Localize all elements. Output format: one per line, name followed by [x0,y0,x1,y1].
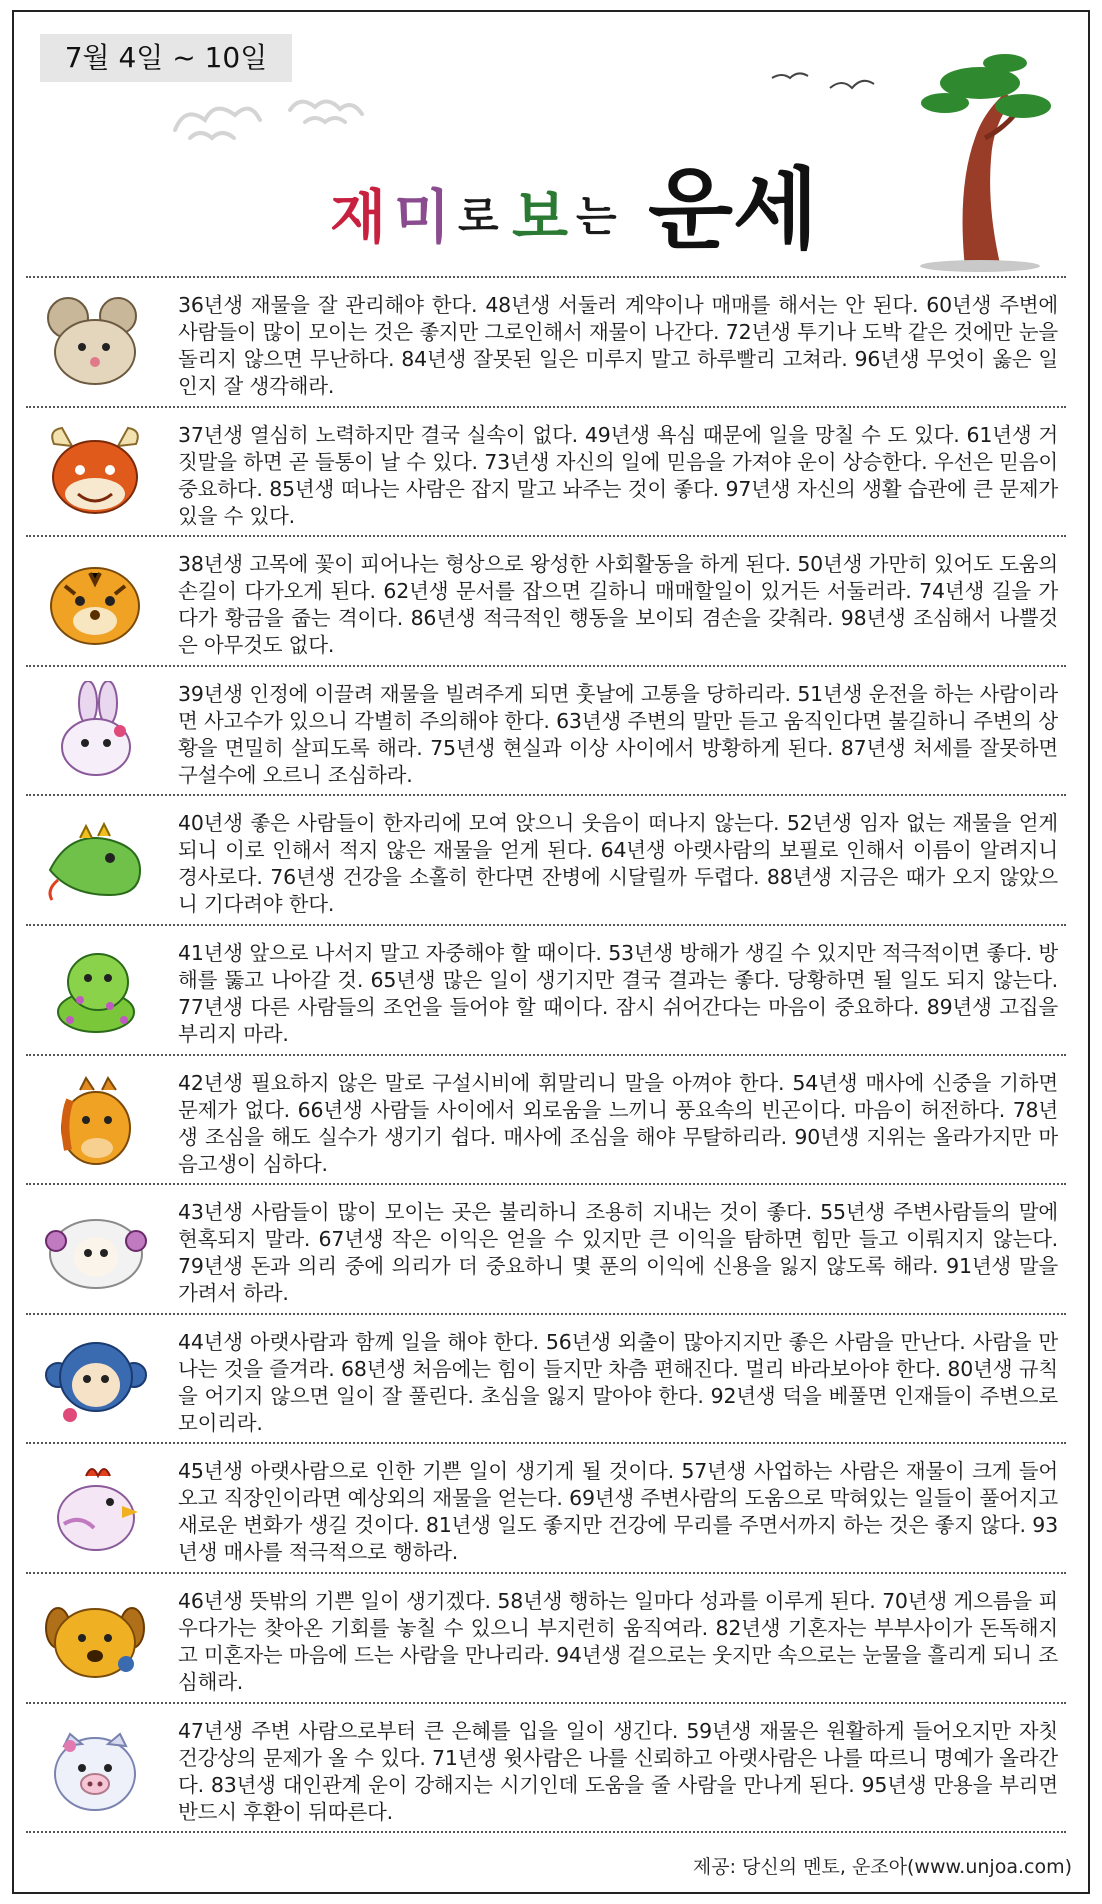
title-char-3: 로 [458,192,499,241]
ox-icon [40,422,150,522]
zodiac-row-dragon [26,794,1066,924]
snake-icon [40,940,150,1040]
horse-icon [40,1070,150,1170]
credit-line: 제공: 당신의 멘토, 운조아(www.unjoa.com) [692,1856,1072,1878]
fortune-text: 38년생 고목에 꽃이 피어나는 형상으로 왕성한 사회활동을 하게 된다. 50년생 가만히 있어도 도움의 손길이 다가오게 된다. 62년생 문서를 잡으면 길하니 매매할일이 있거든 서둘러라. 74년생 길을 가다가 황금을 줍는 격이다. 86년생 적극적인 행동을 보이되 겸손을 갖춰라. 98년생 조심해서 나쁠것은 아무것도 없다. [178,552,1058,658]
zodiac-row-pig [26,1702,1066,1832]
list-divider [26,1831,1066,1833]
pig-icon [40,1718,150,1818]
page-title [330,140,850,290]
rat-icon [40,292,150,392]
pine-tree-icon [905,48,1055,273]
fortune-text: 47년생 주변 사람으로부터 큰 은혜를 입을 일이 생긴다. 59년생 재물은 원활하게 들어오지만 자칫 건강상의 문제가 올 수 있다. 71년생 윗사람은 나를 신뢰하고 아랫사람은 나를 따르니 명예가 올라간다. 83년생 대인관계 운이 강해지는 시기인데 도움을 줄 사람을 만나게 된다. 95년생 만용을 부리면 반드시 후환이 뒤따른다. [178,1718,1058,1824]
title-fortune: 운세 [648,158,819,261]
tiger-icon [40,551,150,651]
fortune-text: 36년생 재물을 잘 관리해야 한다. 48년생 서둘러 계약이나 매매를 해서는 안 된다. 60년생 주변에 사람들이 많이 모이는 것은 좋지만 그로인해서 재물이 나간다. 72년생 투기나 도박 같은 것에만 눈을 돌리지 않으면 무난하다. 84년생 잘못된 일은 미루지 말고 하루빨리 고쳐라. 96년생 무엇이 옳은 일인지 잘 생각해라. [178,293,1058,398]
zodiac-list [26,276,1066,1833]
rabbit-icon [40,681,150,781]
date-range: 7월 4일 ~ 10일 [40,34,292,82]
fortune-text: 46년생 뜻밖의 기쁜 일이 생기겠다. 58년생 행하는 일마다 성과를 이루게 된다. 70년생 게으름을 피우다가는 찾아온 기회를 놓칠 수 있으니 부지런히 움직여라. 82년생 기혼자는 부부사이가 돈독해지고 미혼자는 마음에 드는 사람을 만나리라. 94년생 겉으로는 웃지만 속으로는 눈물을 흘리게 되니 조심해라. [178,1588,1058,1694]
zodiac-row-dog [26,1572,1066,1702]
fortune-text: 44년생 아랫사람과 함께 일을 해야 한다. 56년생 외출이 많아지지만 좋은 사람을 만난다. 사람을 만나는 것을 즐겨라. 68년생 처음에는 힘이 들지만 차츰 편해진다. 멀리 바라보아야 한다. 80년생 규칙을 어기지 않으면 일이 잘 풀린다. 초심을 잃지 말아야 한다. 92년생 덕을 베풀면 인재들이 주변으로 모이리라. [178,1329,1058,1435]
fortune-text: 45년생 아랫사람으로 인한 기쁜 일이 생기게 될 것이다. 57년생 사업하는 사람은 재물이 크게 들어오고 직장인이라면 예상외의 재물을 얻는다. 69년생 주변사람의 도움으로 막혀있는 일들이 풀어지고 새로운 변화가 생길 것이다. 81년생 일도 좋지만 건강에 무리를 주면서까지 하는 것은 좋지 않다. 93년생 매사를 적극적으로 행하라. [178,1459,1058,1565]
fortune-text: 39년생 인정에 이끌려 재물을 빌려주게 되면 훗날에 고통을 당하리라. 51년생 운전을 하는 사람이라면 사고수가 있으니 각별히 주의해야 한다. 63년생 주변의 말만 듣고 움직인다면 불길하니 주변의 상황을 면밀히 살피도록 해라. 75년생 현실과 이상 사이에서 방황하게 된다. 87년생 처세를 잘못하면 구설수에 오르니 조심하라. [178,681,1058,787]
zodiac-row-tiger [26,535,1066,665]
fortune-text: 41년생 앞으로 나서지 말고 자중해야 할 때이다. 53년생 방해가 생길 수 있지만 적극적이면 좋다. 방해를 뚫고 나아갈 것. 65년생 많은 일이 생기지만 결국 결과는 좋다. 당황하면 될 일도 되지 않는다. 77년생 다른 사람들의 조언을 들어야 할 때이다. 잠시 쉬어간다는 마음이 중요하다. 89년생 고집을 부리지 마라. [178,940,1058,1046]
zodiac-row-sheep [26,1183,1066,1313]
zodiac-row-horse [26,1054,1066,1184]
zodiac-row-ox [26,406,1066,536]
title-char-5: 는 [576,192,617,241]
rooster-icon [40,1458,150,1558]
zodiac-row-rabbit [26,665,1066,795]
monkey-icon [40,1329,150,1429]
zodiac-row-snake [26,924,1066,1054]
dog-icon [40,1588,150,1688]
birds-icon [770,60,890,100]
title-char-4: 보 [512,183,569,251]
sheep-icon [40,1199,150,1299]
title-char-2: 미 [394,183,451,251]
dragon-icon [40,810,150,910]
fortune-text: 42년생 필요하지 않은 말로 구설시비에 휘말리니 말을 아껴야 한다. 54년생 매사에 신중을 기하면 문제가 없다. 66년생 사람들 사이에서 외로움을 느끼니 풍요속의 빈곤이다. 마음이 허전하다. 78년생 조심을 해도 실수가 생기기 쉽다. 매사에 조심을 해야 무탈하리라. 90년생 지위는 올라가지만 마음고생이 심하다. [178,1070,1058,1176]
zodiac-row-rat [26,276,1066,406]
title-char-1: 재 [330,183,387,251]
zodiac-row-monkey [26,1313,1066,1443]
fortune-text: 40년생 좋은 사람들이 한자리에 모여 앉으니 웃음이 떠나지 않는다. 52년생 임자 없는 재물을 얻게 되니 이로 인해서 적지 않은 재물을 얻게 된다. 64년생 아랫사람의 보필로 인해서 이름이 알려지니 경사로다. 76년생 건강을 소홀히 한다면 잔병에 시달릴까 두렵다. 88년생 지금은 때가 오지 않았으니 기다려야 한다. [178,811,1058,917]
fortune-text: 37년생 열심히 노력하지만 결국 실속이 없다. 49년생 욕심 때문에 일을 망칠 수 도 있다. 61년생 거짓말을 하면 곧 들통이 날 수 있다. 73년생 자신의 일에 믿음을 가져야 운이 상승한다. 우선은 믿음이 중요하다. 85년생 떠나는 사람은 잡지 말고 놔주는 것이 좋다. 97년생 자신의 생활 습관에 큰 문제가 있을 수 있다. [178,422,1058,528]
fortune-text: 43년생 사람들이 많이 모이는 곳은 불리하니 조용히 지내는 것이 좋다. 55년생 주변사람들의 말에 현혹되지 말라. 67년생 작은 이익은 얻을 수 있지만 큰 이익을 탐하면 힘만 들고 이뤄지지 않는다. 79년생 돈과 의리 중에 의리가 더 중요하니 몇 푼의 이익에 신용을 잃지 않도록 해라. 91년생 말을 가려서 하라. [178,1200,1058,1306]
zodiac-row-rooster [26,1442,1066,1572]
